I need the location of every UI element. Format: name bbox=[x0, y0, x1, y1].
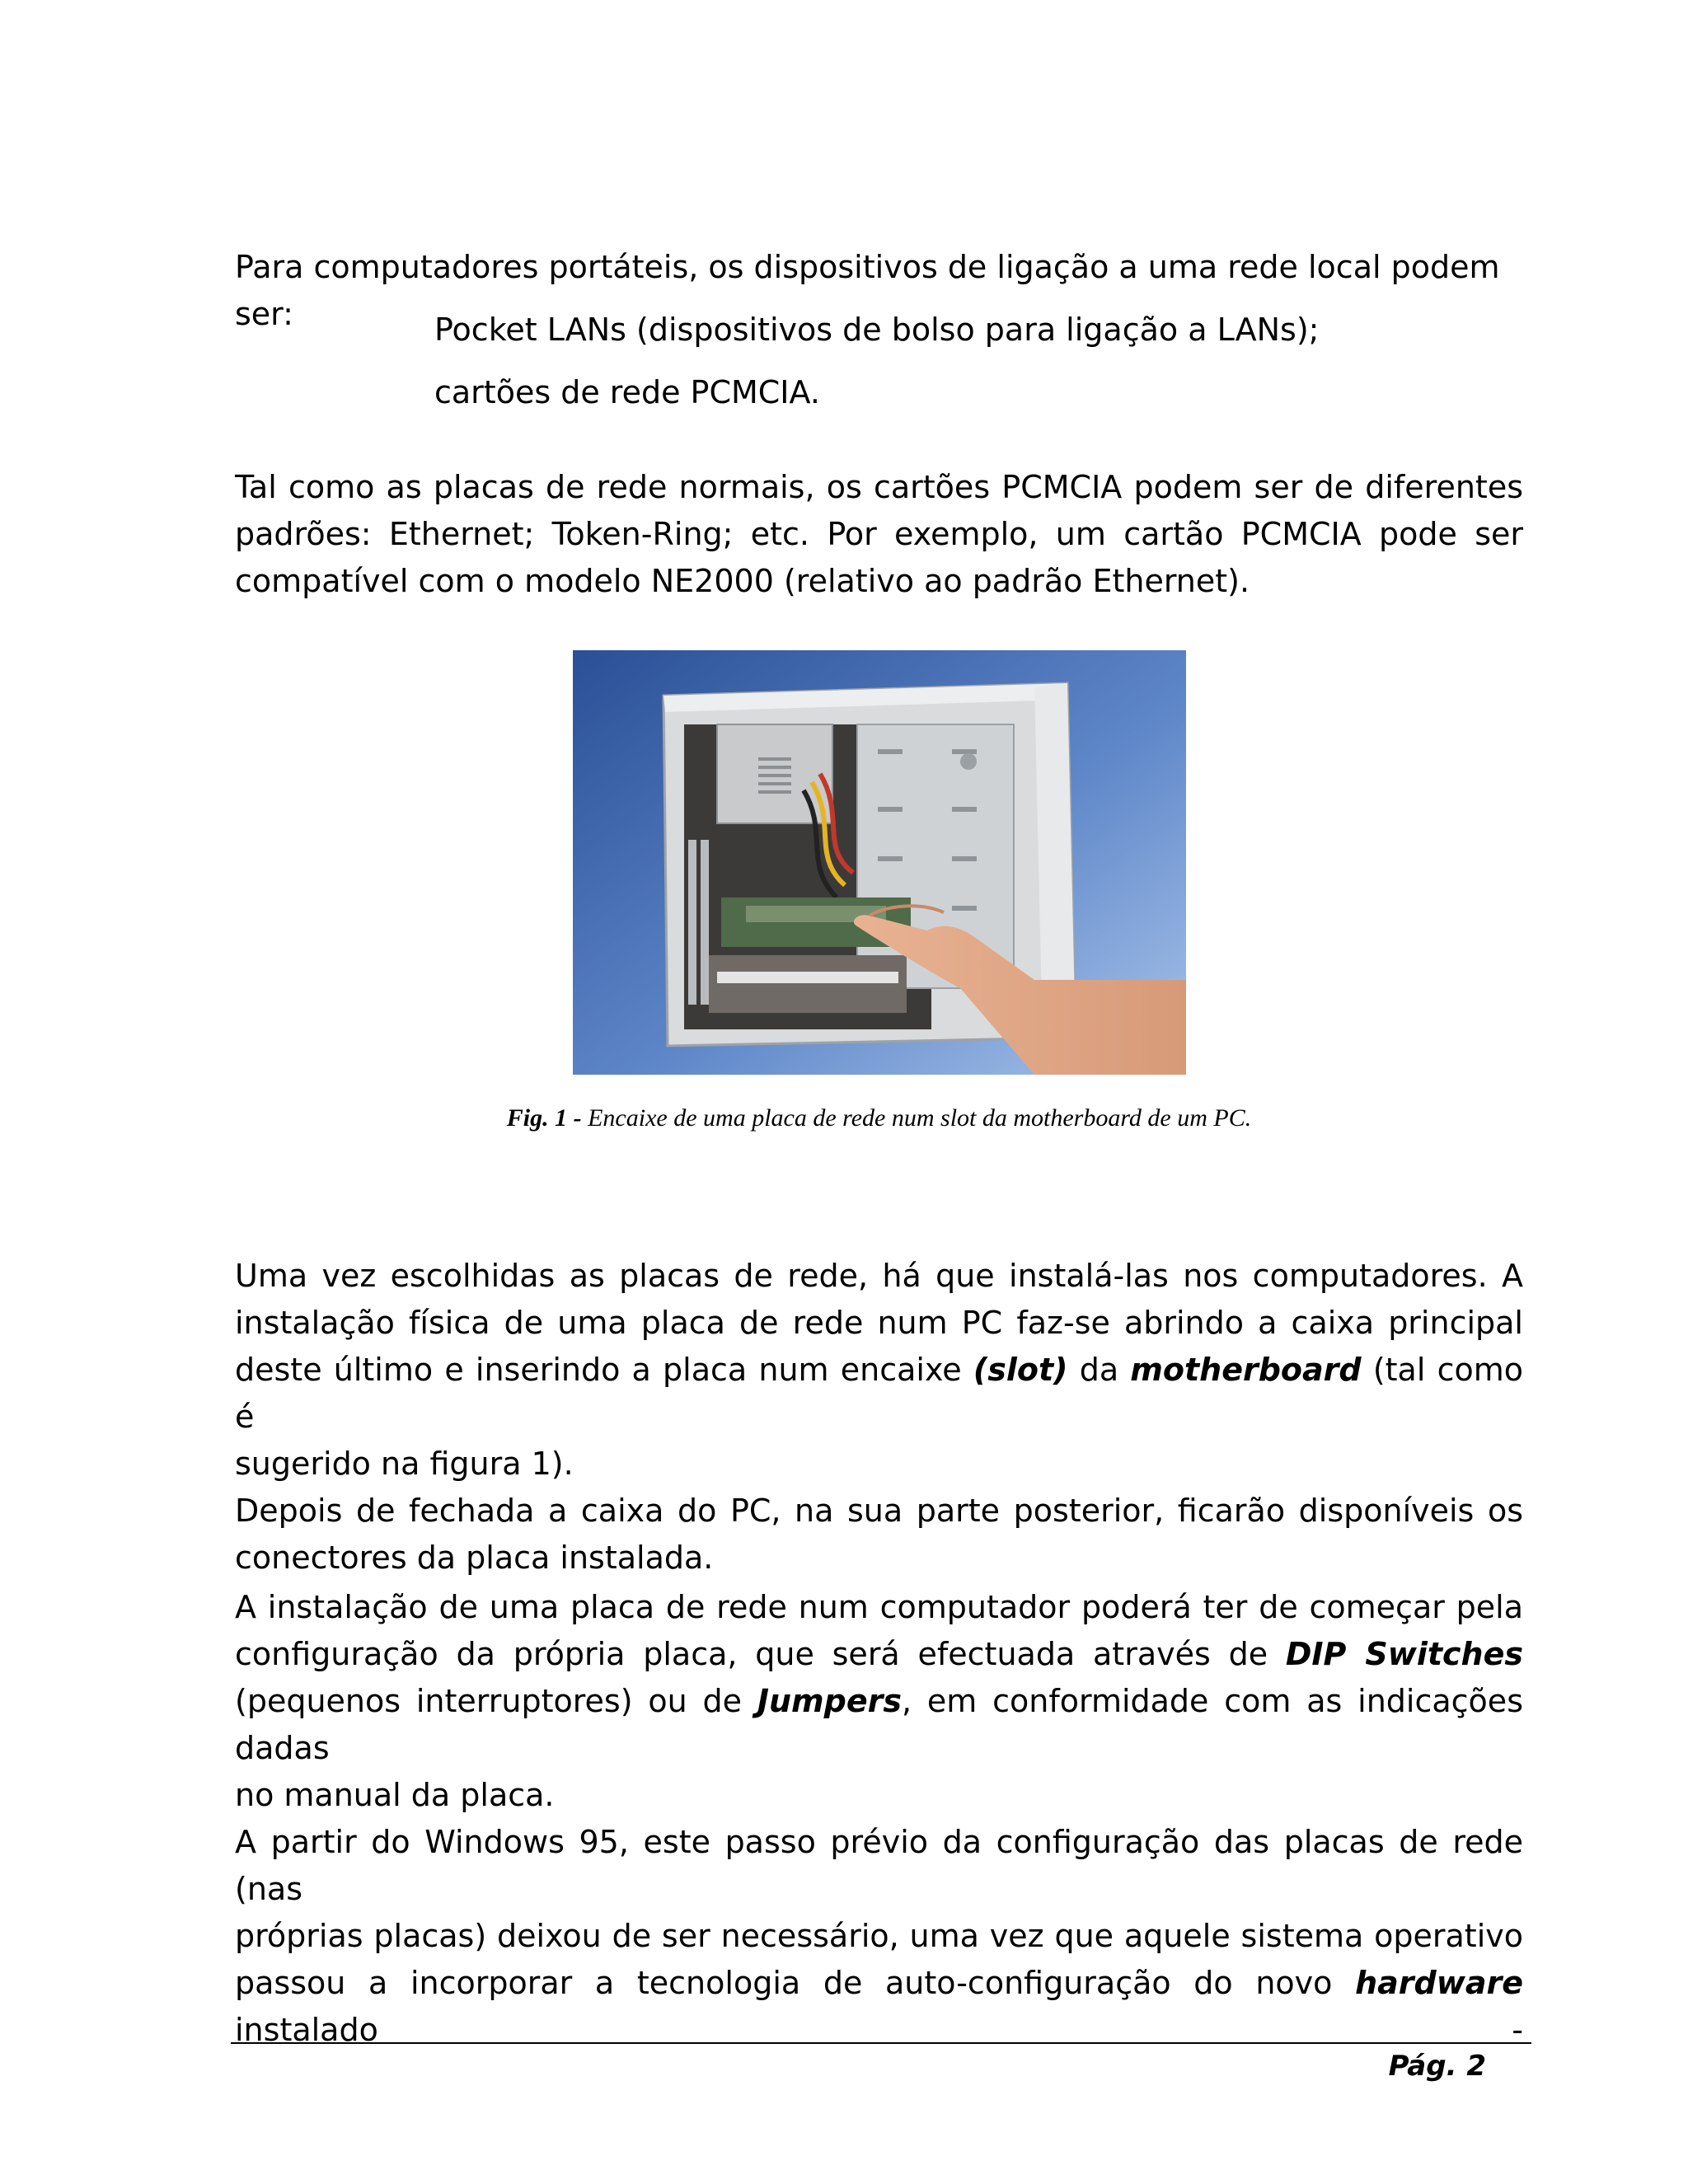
paragraph-line: A partir do Windows 95, este passo prévio da configuração das placas de rede (nas bbox=[235, 1824, 1523, 1907]
text-run: da bbox=[1067, 1352, 1131, 1388]
figure-caption-text: Encaixe de uma placa de rede num slot da motherboard de um PC. bbox=[581, 1104, 1252, 1132]
footer-rule bbox=[231, 2042, 1531, 2044]
paragraph-line: Tal como as placas de rede normais, os cartões PCMCIA podem ser de diferentes bbox=[235, 469, 1523, 505]
paragraph-line: A instalação de uma placa de rede num computador poderá ter de começar pela bbox=[235, 1589, 1523, 1625]
paragraph-line: instalação física de uma placa de rede num PC faz-se abrindo a caixa principal bbox=[235, 1305, 1523, 1341]
text-run: deste último e inserindo a placa num encaixe bbox=[235, 1352, 973, 1388]
paragraph-line: padrões: Ethernet; Token-Ring; etc. Por exemplo, um cartão PCMCIA pode ser bbox=[235, 516, 1523, 552]
paragraph-line: compatível com o modelo NE2000 (relativo ao padrão Ethernet). bbox=[235, 563, 1250, 599]
paragraph-line: conectores da placa instalada. bbox=[235, 1540, 714, 1576]
paragraph-pcmcia-standards bbox=[235, 464, 1523, 605]
paragraph-line bbox=[235, 1347, 1523, 1441]
emphasis-dip-switches: DIP Switches bbox=[1285, 1636, 1523, 1672]
text-run: (pequenos interruptores) ou de bbox=[235, 1683, 757, 1719]
figure-caption bbox=[235, 1104, 1523, 1132]
paragraph-line: Uma vez escolhidas as placas de rede, há que instalá-las nos computadores. A bbox=[235, 1258, 1523, 1294]
paragraph-line: sugerido na figura 1). bbox=[235, 1446, 574, 1482]
list-item-pcmcia-cards: cartões de rede PCMCIA. bbox=[434, 374, 820, 410]
text-run: instalado - bbox=[235, 2012, 1523, 2048]
paragraph-line: no manual da placa. bbox=[235, 1777, 555, 1813]
text-run: , em conformidade com as indicações dadas bbox=[235, 1683, 1523, 1766]
list-item-pocket-lans: Pocket LANs (dispositivos de bolso para ligação a LANs); bbox=[434, 312, 1320, 348]
emphasis-jumpers: Jumpers bbox=[757, 1683, 902, 1719]
paragraph-line: Depois de fechada a caixa do PC, na sua parte posterior, ficarão disponíveis os bbox=[235, 1493, 1523, 1529]
paragraph-line: próprias placas) deixou de ser necessário, uma vez que aquele sistema operativo bbox=[235, 1918, 1523, 1954]
paragraph-line bbox=[235, 1960, 1523, 2054]
emphasis-hardware: hardware bbox=[1355, 1965, 1523, 2001]
paragraph-windows95 bbox=[235, 1819, 1523, 2054]
intro-line: Para computadores portáteis, os dispositivos de ligação a uma rede local podem ser: bbox=[235, 249, 1500, 332]
pc-case-illustration bbox=[573, 650, 1186, 1075]
text-run: configuração da própria placa, que será efectuada através de bbox=[235, 1636, 1286, 1672]
text-run: passou a incorporar a tecnologia de auto-configuração do novo bbox=[235, 1965, 1356, 2001]
page-number: Pág. 2 bbox=[1388, 2050, 1486, 2083]
emphasis-motherboard: motherboard bbox=[1130, 1352, 1362, 1388]
paragraph-line bbox=[235, 1631, 1523, 1678]
pc-case-photo bbox=[573, 650, 1186, 1075]
paragraph-line bbox=[235, 1678, 1523, 1772]
emphasis-slot: (slot) bbox=[973, 1352, 1068, 1388]
paragraph-installation bbox=[235, 1253, 1523, 1582]
figure-label: Fig. 1 - bbox=[506, 1104, 582, 1132]
text-run: (tal como é bbox=[235, 1352, 1523, 1435]
paragraph-configuration bbox=[235, 1584, 1523, 1819]
